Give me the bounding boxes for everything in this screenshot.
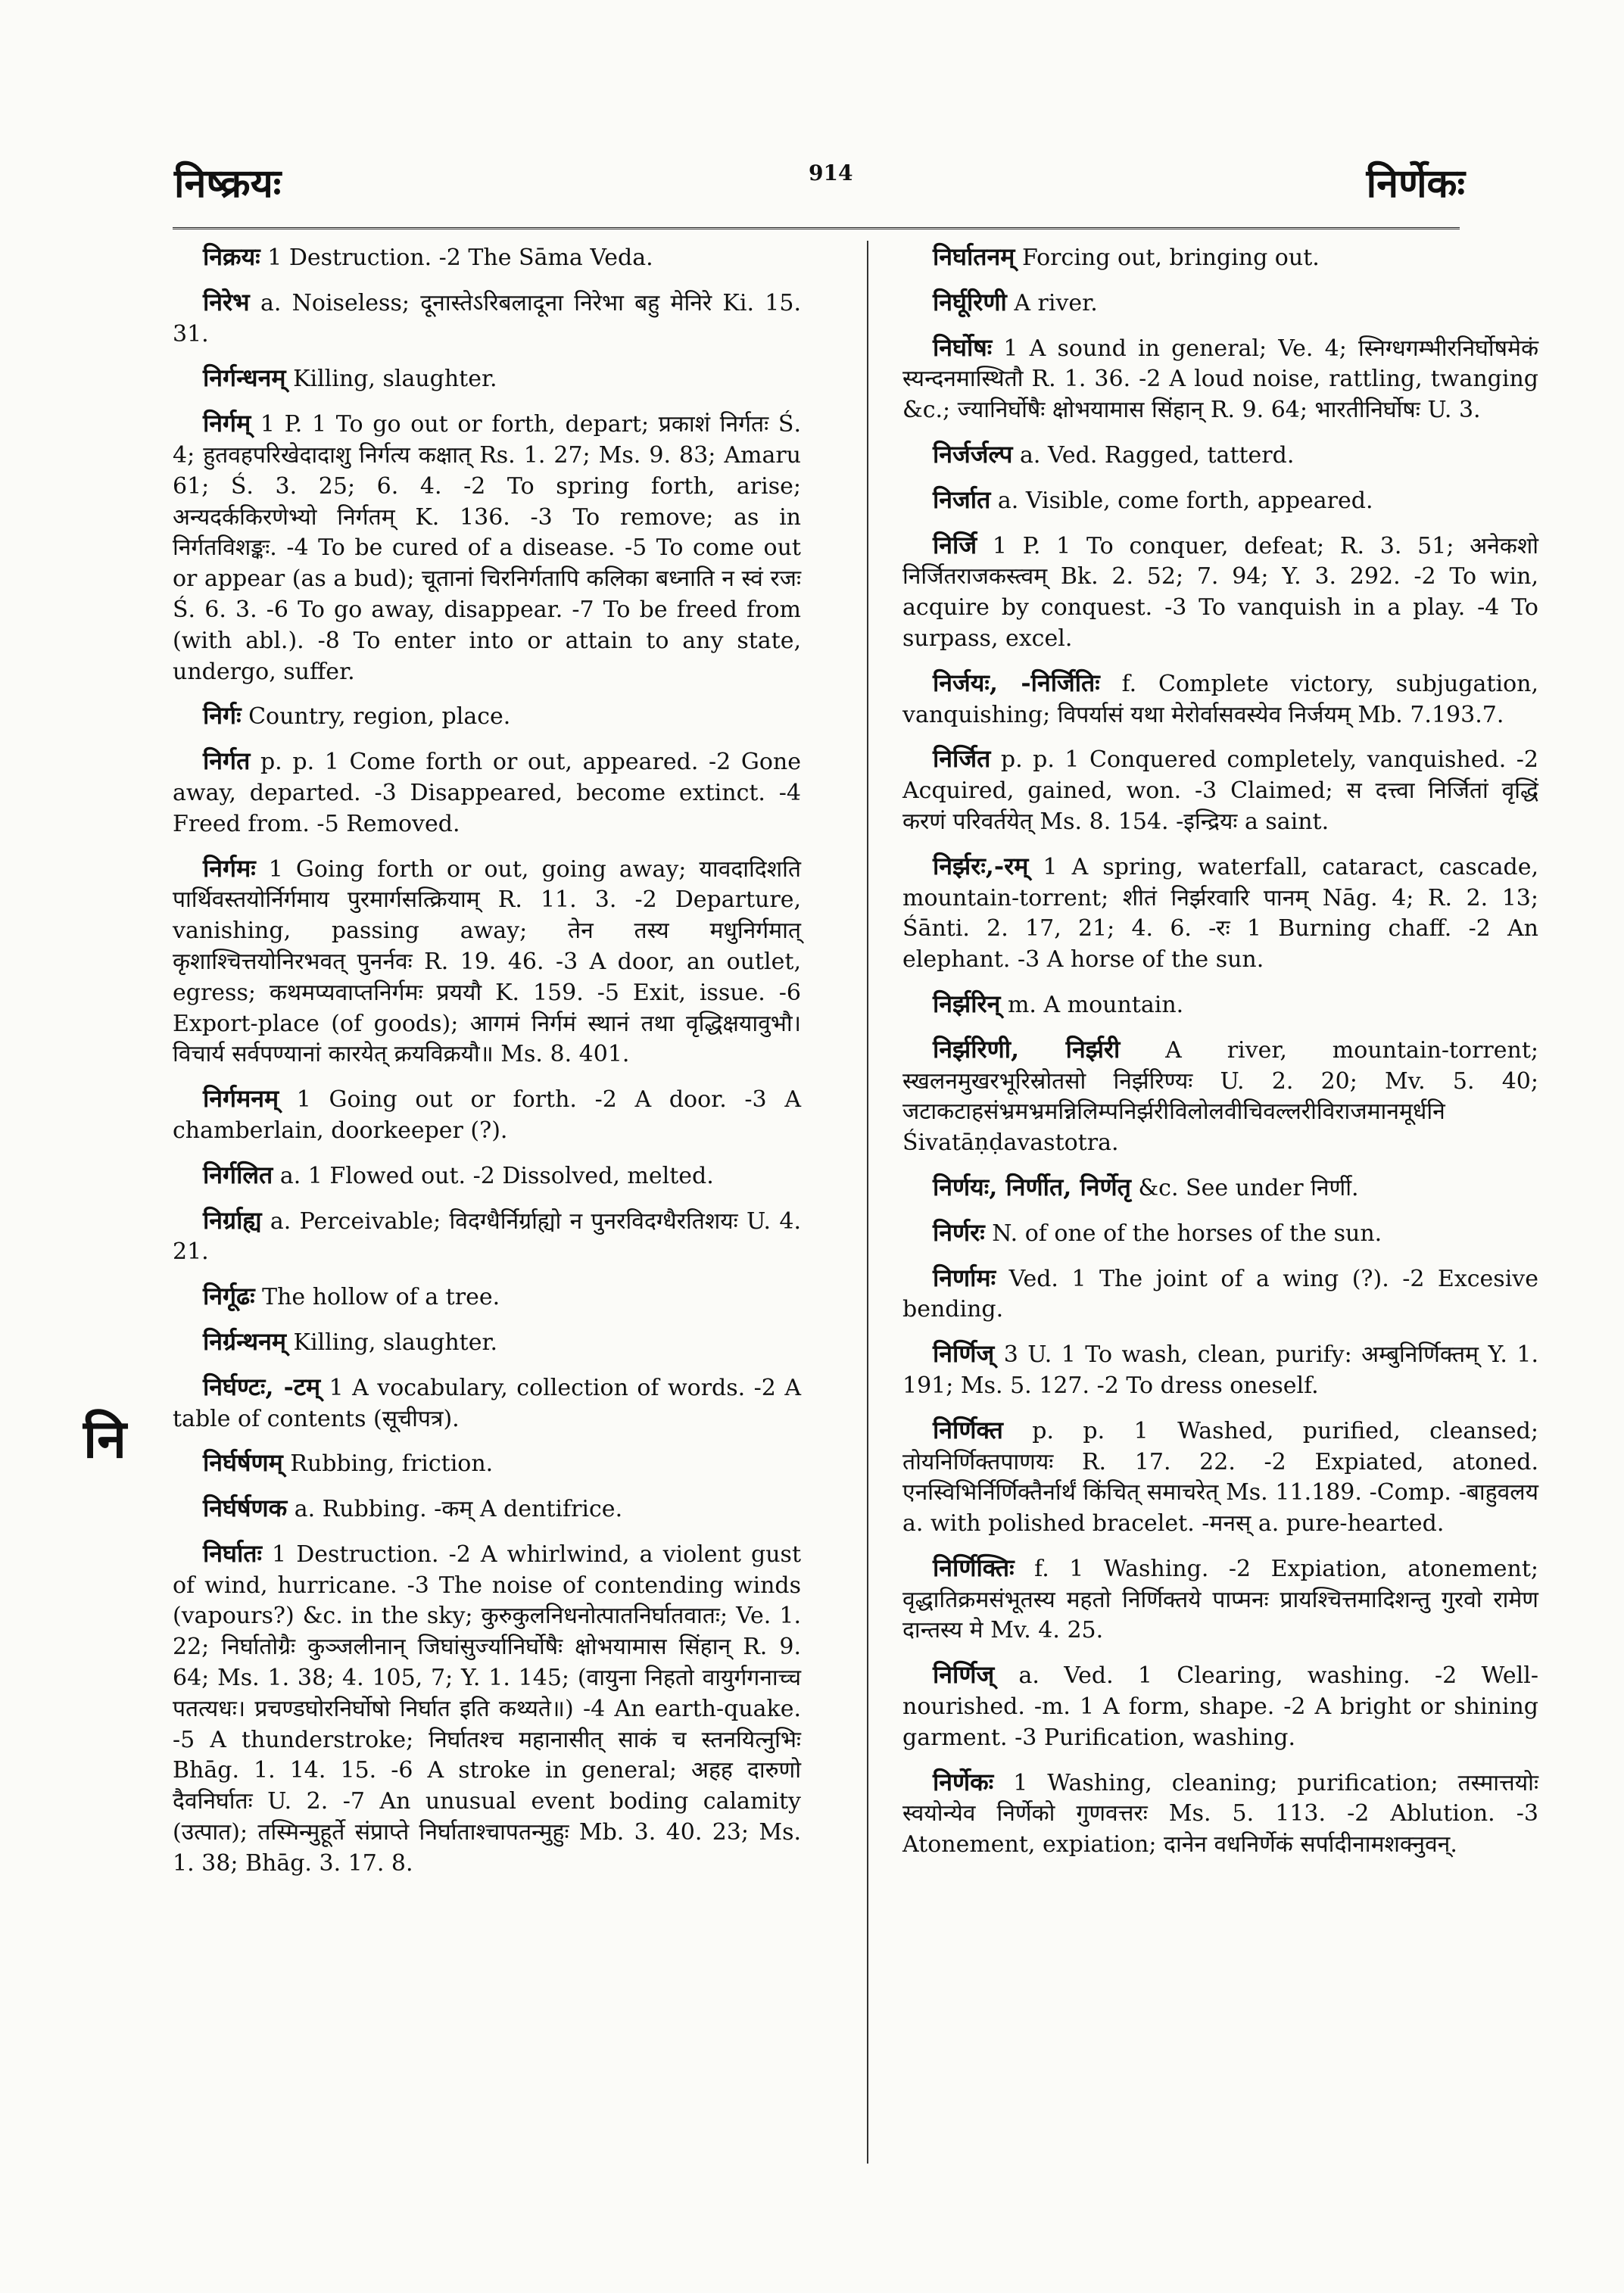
entry-definition: a. Noiseless; दूनास्तेऽरिबलादूना निरेभा बहु मेनिरे Ki. 15. 31. (173, 289, 801, 347)
page-number: 914 (809, 160, 853, 185)
entry-definition: 1 Destruction. -2 The Sāma Veda. (267, 245, 653, 271)
entry-definition: &c. See under निर्णी. (1138, 1174, 1359, 1201)
entry-definition: p. p. 1 Conquered completely, vanquished. -2 Acquired, gained, won. -3 Claimed; स दत्त्वा निर्जितां वृद्धिं करणं परिवर्तयेत् Ms. 8. 154. -इन्द्रियः a saint. (902, 746, 1538, 835)
entry-definition: 1 P. 1 To go out or forth, depart; प्रकाशं निर्गतः Ś. 4; हुतवहपरिखेदादाशु निर्गत्य कक्षात् Rs. 1. 27; Ms. 9. 83; Amaru 61; Ś. 3. 25; 6. 4. -2 To spring forth, arise; अन्यदर्ककिरणेभ्यो निर्गतम् K. 136. -3 To remove; as in निर्गतविशङ्कः. -4 To be cured of a disease. -5 To come out or appear (as a bud); चूतानां चिरनिर्गतापि कलिका बध्नाति न स्वं रजः Ś. 6. 3. -6 To go away, disappear. -7 To be freed from (with abl.). -8 To enter into or attain to any state, undergo, suffer. (173, 411, 801, 685)
entry-definition: N. of one of the horses of the sun. (992, 1220, 1382, 1247)
dictionary-entry (173, 745, 801, 840)
entry-definition: m. A mountain. (1007, 991, 1184, 1018)
entry-headword: निर्जित (933, 744, 991, 774)
entry-headword: निर्णामः (933, 1263, 996, 1292)
entry-headword: निर्जि (933, 530, 977, 559)
dictionary-entry (902, 1171, 1538, 1204)
dictionary-entry (902, 484, 1538, 517)
entry-definition: 3 U. 1 To wash, clean, purify: अम्बुनिर्णिक्तम् Y. 1. 191; Ms. 5. 127. -2 To dress oneself. (902, 1341, 1538, 1399)
entry-definition: p. p. 1 Washed, purified, cleansed; तोयनिर्णिक्तपाणयः R. 17. 22. -2 Expiated, atoned. एनस्विभिर्निर्णिक्तैर्नार्थं किंचित् समाचरेत् Ms. 11.189. -Comp. -बाहुवलय a. with polished bracelet. -मनस् a. pure-hearted. (902, 1417, 1538, 1537)
entry-headword: निर्गत (203, 746, 251, 776)
entry-definition: A river. (1014, 289, 1098, 316)
entry-headword: निर्गलित (203, 1160, 273, 1189)
entry-definition: Ved. 1 The joint of a wing (?). -2 Excesive bending. (902, 1265, 1538, 1323)
entry-headword: निर्णिज् (933, 1339, 995, 1369)
dictionary-entry (173, 362, 801, 395)
dictionary-entry (902, 1766, 1538, 1861)
entry-definition: The hollow of a tree. (262, 1284, 500, 1311)
entry-headword: निर्झरिन् (933, 989, 1001, 1018)
entry-headword: निर्णिक्त (933, 1415, 1003, 1444)
dictionary-entry (173, 241, 801, 274)
entry-definition: 1 Destruction. -2 A whirlwind, a violent gust of wind, hurricane. -3 The noise of contending winds (vapours?) &c. in the sky; कुरुकुलनिधनोत्पातनिर्घातवातः; Ve. 1. 22; निर्घातोग्रैः कुञ्जलीनान् जिघांसुर्ज्यानिर्घोषैः क्षोभयामास सिंहान् R. 9. 64; Ms. 1. 38; 4. 105, 7; Y. 1. 145; (वायुना निहतो वायुर्गगनाच्च पतत्यधः। प्रचण्डघोरनिर्घोषो निर्घात इति कथ्यते॥) -4 An earth-quake. -5 A thunderstroke; निर्घातश्च महानासीत् साकं च स्तनयित्नुभिः Bhāg. 1. 14. 15. -6 A stroke in general; अहह दारुणो दैवनिर्घातः U. 2. -7 An unusual event boding calamity (उत्पात); तस्मिन्मुहूर्ते संप्राप्ते निर्घाताश्चापतन्मुहुः Mb. 3. 40. 23; Ms. 1. 38; Bhāg. 3. 17. 8. (173, 1541, 801, 1877)
entry-definition: a. Rubbing. -कम् A dentifrice. (294, 1496, 623, 1523)
header-rule (173, 227, 1460, 232)
dictionary-entry (173, 852, 801, 1071)
entry-definition: 1 P. 1 To conquer, defeat; R. 3. 51; अनेकशो निर्जितराजकस्त्वम् Bk. 2. 52; 7. 94; Y. 3. 292. -2 To win, acquire by conquest. -3 To vanquish in a play. -4 To surpass, excel. (902, 532, 1538, 652)
entry-headword: निर्घूरिणी (933, 287, 1007, 316)
entry-definition: a. 1 Flowed out. -2 Dissolved, melted. (279, 1162, 714, 1189)
dictionary-entry (173, 1326, 801, 1359)
dictionary-entry (902, 1338, 1538, 1402)
dictionary-entry (902, 332, 1538, 426)
entry-definition: f. 1 Washing. -2 Expiation, atonement; वृद्धातिक्रमसंभूतस्य महतो निर्णिक्तये पाप्मनः प्रायश्चित्तमादिशन्तु गुरवो रामेण दान्तस्य मे Mv. 4. 25. (902, 1555, 1538, 1644)
right-column (902, 241, 1538, 1873)
entry-definition: 1 A vocabulary, collection of words. -2 A table of contents (सूचीपत्र). (173, 1374, 801, 1432)
dictionary-entry (173, 1371, 801, 1435)
entry-headword: निर्घण्टः, -टम् (203, 1372, 321, 1401)
entry-definition: 1 Washing, cleaning; purification; तस्मात्तयोः स्वयोन्येव निर्णेको गुणवत्तरः Ms. 5. 113. -2 Ablution. -3 Atonement, expiation; दानेन वधनिर्णेकं सर्पादीनामशक्नुवन्. (902, 1769, 1538, 1858)
entry-headword: निरेभ (203, 287, 250, 316)
dictionary-entry (902, 1414, 1538, 1540)
entry-headword: निर्गन्धनम् (203, 363, 286, 393)
dictionary-entry (902, 850, 1538, 976)
entry-headword: निर्गमः (203, 853, 256, 883)
dictionary-entry (173, 1537, 801, 1880)
entry-headword: निर्ग्रन्थनम् (203, 1326, 286, 1356)
entry-headword: निर्णयः, निर्णीत, निर्णेतृ (933, 1172, 1131, 1201)
entry-definition: a. Perceivable; विदग्धैर्निर्ग्राह्यो न पुनरविदग्धैरतिशयः U. 4. 21. (173, 1207, 801, 1266)
dictionary-entry (902, 1262, 1538, 1326)
dictionary-entry (173, 286, 801, 350)
entry-definition: Rubbing, friction. (290, 1450, 494, 1478)
entry-definition: 1 A sound in general; Ve. 4; स्निग्धगम्भीरनिर्घोषमेकं स्यन्दनमास्थितौ R. 1. 36. -2 A loud noise, rattling, twanging &c.; ज्यानिर्घोषैः क्षोभयामास सिंहान् R. 9. 64; भारतीनिर्घोषः U. 3. (902, 335, 1538, 424)
entry-headword: निर्जयः, -निर्जितिः (933, 668, 1100, 697)
dictionary-entry (902, 1552, 1538, 1647)
entry-headword: निर्घर्षणक (203, 1494, 288, 1523)
entry-headword: निर्घर्षणम् (203, 1448, 283, 1478)
entry-headword: निर्घातनम् (933, 242, 1015, 271)
dictionary-entry (902, 438, 1538, 472)
entry-headword: निर्गम् (203, 409, 251, 438)
entry-headword: निर्णिज् (933, 1660, 995, 1690)
entry-headword: निर्झरः,-रम् (933, 851, 1029, 880)
entry-definition: A river, mountain-torrent; स्खलनमुखरभूरिस्रोतसो निर्झरिण्यः U. 2. 20; Mv. 5. 40; जटाकटाहसंभ्रमभ्रमन्निलिम्पनिर्झरीविलोलवीचिवल्लरीविराजमानमूर्धनि Śivatāṇḍavastotra. (902, 1036, 1538, 1157)
entry-headword: निर्णेकः (933, 1767, 994, 1796)
entry-definition: 1 Going out or forth. -2 A door. -3 A chamberlain, doorkeeper (?). (173, 1086, 801, 1144)
dictionary-entry (173, 1492, 801, 1525)
entry-definition: Killing, slaughter. (293, 1329, 498, 1356)
entry-definition: 1 Going forth or out, going away; यावदादिशति पार्थिवस्तयोर्निर्गमाय पुरमार्गसत्क्रियाम् R. 11. 3. -2 Departure, vanishing, passing away; तेन तस्य मधुनिर्गमात् कृशाश्चित्तयोनिरभवत् पुनर्नवः R. 19. 46. -3 A door, an outlet, egress; कथमप्यवाप्तनिर्गमः प्रययौ K. 159. -5 Exit, issue. -6 Export-place (of goods); आगमं निर्गमं स्थानं तथा वृद्धिक्षयावुभौ। विचार्य सर्वपण्यानां कारयेत् क्रयविक्रयौ॥ Ms. 8. 401. (173, 855, 801, 1068)
entry-headword: निर्घातः (203, 1538, 262, 1568)
dictionary-entry (173, 1083, 801, 1147)
margin-mark: नि (83, 1407, 126, 1470)
dictionary-entry (902, 529, 1538, 655)
entry-headword: निक्रयः (203, 242, 260, 271)
entry-definition: Country, region, place. (248, 703, 511, 731)
entry-definition: 1 A spring, waterfall, cataract, cascade, mountain-torrent; शीतं निर्झरवारि पानम् Nāg. 4; R. 2. 13; Śānti. 2. 17, 21; 4. 6. -रः 1 Burning chaff. -2 An elephant. -3 A horse of the sun. (902, 853, 1538, 974)
entry-headword: निर्ग्राह्य (203, 1205, 262, 1235)
dictionary-entry (902, 241, 1538, 274)
header-left-word: निष्क्रयः (174, 160, 282, 207)
dictionary-entry (173, 407, 801, 687)
dictionary-entry (902, 286, 1538, 319)
entry-definition: Killing, slaughter. (293, 366, 497, 393)
dictionary-entry (902, 667, 1538, 731)
dictionary-entry (902, 1659, 1538, 1753)
entry-headword: निर्णिक्तिः (933, 1553, 1015, 1582)
entry-headword: निर्घोषः (933, 332, 993, 362)
dictionary-entry (173, 1159, 801, 1192)
header-right-word: निर्णेकः (1366, 160, 1465, 207)
dictionary-entry (902, 988, 1538, 1021)
dictionary-entry (173, 1204, 801, 1269)
entry-definition: a. Visible, come forth, appeared. (997, 487, 1373, 514)
entry-definition: p. p. 1 Come forth or out, appeared. -2 Gone away, departed. -3 Disappeared, become extinct. -4 Freed from. -5 Removed. (173, 749, 801, 837)
entry-definition: a. Ved. 1 Clearing, washing. -2 Well-nourished. -m. 1 A form, shape. -2 A bright or shining garment. -3 Purification, washing. (902, 1662, 1538, 1751)
entry-headword: निर्जात (933, 484, 991, 514)
column-divider (867, 241, 868, 2164)
dictionary-entry (173, 1447, 801, 1480)
entry-headword: निर्जर्जल्प (933, 439, 1013, 469)
dictionary-entry (902, 743, 1538, 837)
dictionary-entry (173, 1280, 801, 1313)
entry-headword: निर्गमनम् (203, 1084, 279, 1114)
dictionary-entry (902, 1217, 1538, 1250)
entry-definition: f. Complete victory, subjugation, vanquishing; विपर्यासं यथा मेरोर्वासवस्येव निर्जयम् Mb. 7.193.7. (902, 670, 1538, 728)
dictionary-entry (173, 699, 801, 733)
entry-headword: निर्गः (203, 701, 242, 731)
entry-headword: निर्झरिणी, निर्झरी (933, 1034, 1121, 1064)
left-column (173, 241, 801, 1892)
dictionary-entry (902, 1033, 1538, 1159)
entry-headword: निर्णरः (933, 1217, 985, 1247)
entry-headword: निर्गूढः (203, 1282, 255, 1311)
entry-definition: a. Ved. Ragged, tatterd. (1020, 441, 1295, 469)
entry-definition: Forcing out, bringing out. (1021, 245, 1320, 271)
